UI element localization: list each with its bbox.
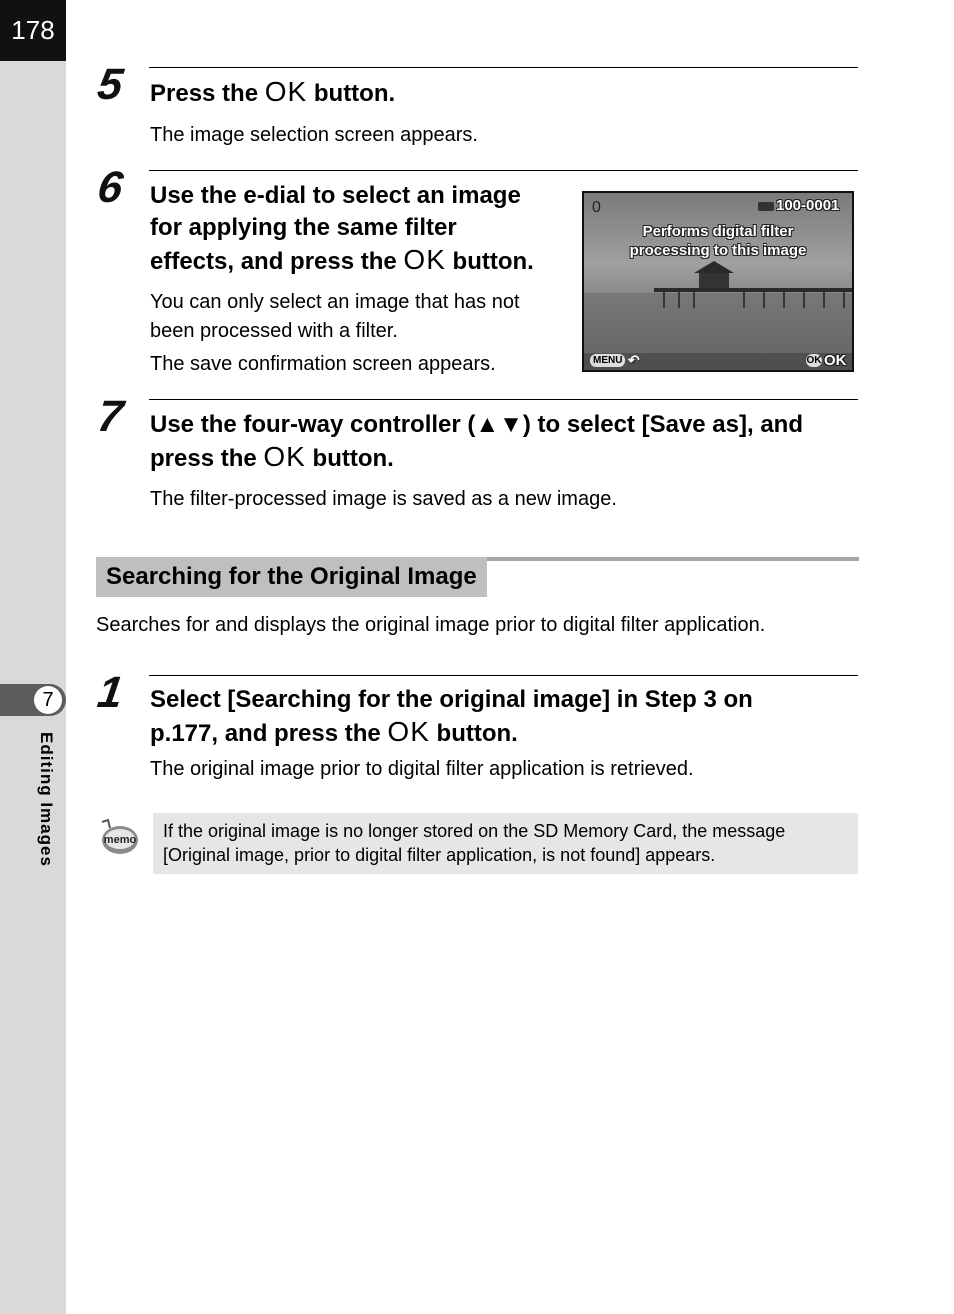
section-intro: Searches for and displays the original image prior to digital filter application. <box>96 614 766 636</box>
heading-text: Press the <box>150 80 265 107</box>
step-divider <box>149 170 858 171</box>
step-divider <box>149 675 858 676</box>
ok-glyph: OK <box>403 244 446 275</box>
step-number: 5 <box>94 60 125 109</box>
step-heading-line <box>150 441 394 475</box>
screen-message-line: processing to this image <box>629 242 807 259</box>
step-heading-line: Use the e-dial to select an image <box>150 182 521 209</box>
memo-line: If the original image is no longer stored on the SD Memory Card, the message <box>163 821 786 841</box>
step-body: The filter-processed image is saved as a new image. <box>150 488 617 510</box>
step-divider <box>149 67 858 68</box>
ok-label: OK <box>824 352 847 369</box>
memo-icon-label: memo <box>103 834 137 846</box>
sidebar <box>0 0 66 1314</box>
step-number: 7 <box>94 392 125 441</box>
memo-icon <box>98 818 140 858</box>
memo-box <box>153 813 858 874</box>
heading-text: button. <box>445 248 534 275</box>
step-heading-line: for applying the same filter <box>150 214 457 241</box>
step-heading-line: Use the four-way controller (▲▼) to select [Save as], and <box>150 411 803 438</box>
chapter-label: Editing Images <box>37 732 56 867</box>
heading-text: button. <box>305 445 394 472</box>
step-number: 6 <box>94 163 125 212</box>
step-body-line: been processed with a filter. <box>150 320 398 342</box>
ok-glyph: OK <box>264 76 308 107</box>
page-number: 178 <box>0 0 66 61</box>
step-body-line: The save confirmation screen appears. <box>150 353 496 375</box>
step-heading-line <box>150 716 518 750</box>
camera-screen-image <box>582 191 854 372</box>
heading-text: button. <box>307 80 396 107</box>
step-heading <box>150 76 395 110</box>
heading-text: effects, and press the <box>150 248 404 275</box>
card-icon <box>758 202 774 211</box>
heading-text: button. <box>429 720 518 747</box>
ok-glyph: OK <box>263 441 306 472</box>
protect-icon: 0 <box>592 199 601 216</box>
file-number: 100-0001 <box>776 197 840 214</box>
step-body: The image selection screen appears. <box>150 124 478 146</box>
step-number: 1 <box>94 668 125 717</box>
step-body-line: You can only select an image that has not <box>150 291 520 313</box>
screen-message-line: Performs digital filter <box>642 223 794 240</box>
menu-button-icon: MENU <box>590 354 625 367</box>
step-heading-line: Select [Searching for the original image] in Step 3 on <box>150 686 753 713</box>
memo-line: [Original image, prior to digital filter application, is not found] appears. <box>163 845 716 865</box>
ok-icon: OK <box>806 355 822 366</box>
step-divider <box>149 399 858 400</box>
pier-scene <box>584 193 852 370</box>
ok-glyph: OK <box>387 716 430 747</box>
step-heading-line <box>150 244 534 278</box>
step-body: The original image prior to digital filter application is retrieved. <box>150 758 694 780</box>
heading-text: p.177, and press the <box>150 720 388 747</box>
back-arrow-icon: ↶ <box>628 352 640 368</box>
section-title: Searching for the Original Image <box>96 557 487 597</box>
heading-text: press the <box>150 445 264 472</box>
chapter-number: 7 <box>34 686 62 714</box>
